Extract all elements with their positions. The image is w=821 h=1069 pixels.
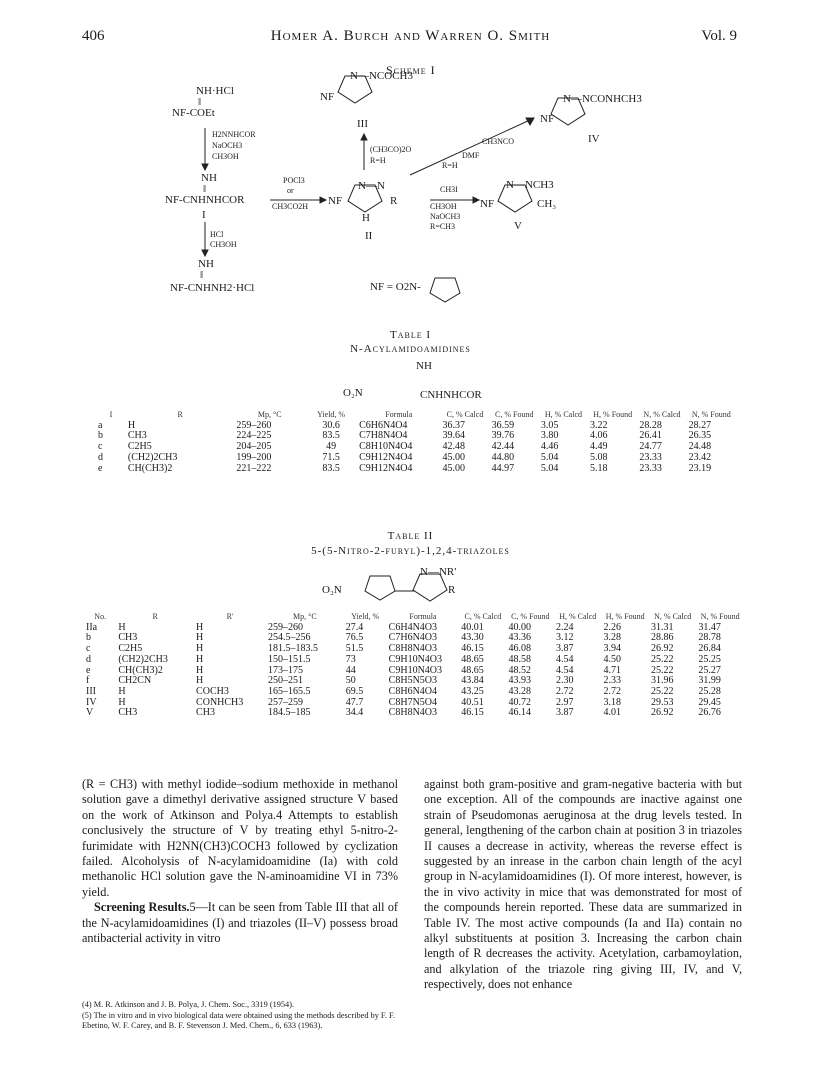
page-number: 406 <box>82 28 105 44</box>
reagent-or: or <box>287 186 294 195</box>
compound-V-sub: N—NCH3 <box>506 179 554 191</box>
scheme-title: Scheme I <box>386 63 436 77</box>
table-row: d (CH2)2CH3 H 150–151.5 73 C9H10N4O3 48.65 48.58 4.54 4.50 25.22 25.25 <box>86 653 721 665</box>
reagent-hcl: HCl <box>210 230 224 239</box>
paragraph-activity: against both gram-positive and gram-negative bacteria with but one exception. All of the compounds are inactive against one strain of Pseudomonas aeruginosa at the drug levels tested. In general, lengthening of the carbon chain at position 3 in triazoles II causes a decrease in activity, whereas the reverse effect is suggested by an inrease in the carbon chain length of the acyl group in N-acylamidoamidines (I). Of more interest, however, is the in vivo activity in mice that was demonstrated for most of the compounds herein reported. These data are summarized in Table IV. The most active compounds (Ia and IIa) contain no alkyl substituents at position 3. Increasing the carbon chain length of R decreases the activity. Acetylation, carbamoylation, and alkylation of the triazole ring giving III, IV, and V, respectively, does not enhance <box>424 777 742 992</box>
compound-III-label: III <box>357 118 368 130</box>
table-row: b CH3 224–225 83.5 C7H8N4O4 39.64 39.76 3.80 4.06 26.41 26.35 <box>98 430 712 442</box>
nf-definition: NF = O2N- <box>370 281 421 293</box>
paragraph-methylation: (R = CH3) with methyl iodide–sodium methoxide in methanol solution gave a dimethyl derivative assigned structure V based on the work of Atkinson and Polya.4 Attempts to establish conclusively the structure of V by treating ethyl 5-nitro-2-furimidate with H2NN(CH3)COCH3 followed by cyclization failed. Alcoholysis of N-acylamidoamidine (Ia) with cold methanolic HCl solution gave the N-aminoamidine VI in 73% yield. <box>82 777 398 899</box>
table-row: IV H CONHCH3 257–259 47.7 C8H7N5O4 40.51 40.72 2.97 3.18 29.53 29.45 <box>86 696 721 708</box>
footnote-4: (4) M. R. Atkinson and J. B. Polya, J. Chem. Soc., 3319 (1954). <box>82 1000 295 1009</box>
scheme-start-bottom: NF-COEt <box>172 107 215 119</box>
compound-II-label: II <box>365 230 373 242</box>
table1-title: Table I <box>389 329 432 341</box>
table-row: c C2H5 H 181.5–183.5 51.5 C8H8N4O3 46.15 46.08 3.87 3.94 26.92 26.84 <box>86 643 721 655</box>
table-row: IIa H H 259–260 27.4 C6H4N4O3 40.01 40.00 2.24 2.26 31.31 31.47 <box>86 621 721 633</box>
reagent-pocl3: POCl3 <box>283 176 305 185</box>
table1-subtitle: N-Acylamidoamidines <box>350 343 471 355</box>
compound-IV-label: IV <box>588 133 600 145</box>
table-row: a H 259–260 30.6 C6H6N4O4 36.37 36.59 3.05 3.22 28.28 28.27 <box>98 419 712 431</box>
reagent-1b: NaOCH3 <box>212 141 243 150</box>
section-heading-screening: Screening Results. <box>94 900 190 915</box>
table-row: V CH3 CH3 184.5–185 34.4 C8H8N4O3 46.15 46.14 3.87 4.01 26.92 26.76 <box>86 707 721 719</box>
table2-subtitle: 5-(5-Nitro-2-furyl)-1,2,4-triazoles <box>311 545 510 557</box>
table-row: e CH(CH3)2 221–222 83.5 C9H12N4O4 45.00 44.97 5.04 5.18 23.33 23.19 <box>98 462 712 474</box>
footnote-5: (5) The in vitro and in vivo biological data were obtained using the methods described by F. F. Ebetino, W. F. Carey, and B. F. Stevenson J. Med. Chem., 6, 633 (1963). <box>82 1010 396 1030</box>
reagent-mnco: CH3NCO <box>482 137 515 146</box>
table-row: f CH2CN H 250–251 50 C8H5N5O3 43.84 43.93 2.30 2.33 31.96 31.99 <box>86 675 721 687</box>
table-row: c C2H5 204–205 49 C8H10N4O4 42.48 42.44 4.46 4.49 24.77 24.48 <box>98 441 712 453</box>
reagent-mei: CH3I <box>440 185 458 194</box>
right-column <box>424 777 742 993</box>
reagent-1a: H2NNHCOR <box>212 130 256 139</box>
compound-V-label: V <box>514 220 522 232</box>
left-column <box>82 777 398 946</box>
running-head-authors: Homer A. Burch and Warren O. Smith <box>270 28 551 44</box>
reagent-1c: CH3OH <box>212 152 239 161</box>
table1 <box>96 410 736 474</box>
reagent-naome: NaOCH3 <box>430 212 461 221</box>
scheme-diagram <box>0 0 821 310</box>
reagent-meoh: CH3OH <box>210 240 237 249</box>
footnotes <box>82 1000 398 1032</box>
table2-header-row: No. R R' Mp, °C Yield, % Formula C, % Calcd C, % Found H, % Calcd H, % Found N, % Calcd N, % Found <box>94 612 740 621</box>
reagent-rh1: R=H <box>370 156 386 165</box>
table-row: e CH(CH3)2 H 173–175 44 C9H10N4O3 48.65 48.52 4.54 4.71 25.22 25.27 <box>86 664 721 676</box>
volume-label: Vol. 9 <box>701 28 737 44</box>
compound-IV-sub: N—NCONHCH3 <box>563 93 642 105</box>
table2-title: Table II <box>387 530 434 542</box>
reagent-dmf: DMF <box>462 151 480 160</box>
compound-I: NF-CNHNHCOR <box>165 194 245 206</box>
table2 <box>84 612 744 719</box>
compound-III-sub: N—NCOCH3 <box>350 70 413 82</box>
paragraph-screening: 5—It can be seen from Table III that all of the N-acylamidoamidines (I) and triazoles (II–V) possess broad antibacterial activity in vitro <box>82 900 398 946</box>
comp1-nh: NH <box>201 172 217 184</box>
reagent-rh2: R=H <box>442 161 458 170</box>
scheme-start-top: NH·HCl <box>196 85 234 97</box>
table-row: b CH3 H 254.5–256 76.5 C7H6N4O3 43.30 43.36 3.12 3.28 28.86 28.78 <box>86 632 721 644</box>
reagent-acoh: CH3CO2H <box>272 202 309 211</box>
reagent-meoh2: CH3OH <box>430 202 457 211</box>
compound-VI: NF-CNHNH2·HCl <box>170 282 255 294</box>
comp-bottom-nh: NH <box>198 258 214 270</box>
table-row: III H COCH3 165–165.5 69.5 C8H6N4O4 43.25 43.28 2.72 2.72 25.22 25.28 <box>86 685 721 697</box>
reagent-ac2o: (CH3CO)2O <box>370 145 412 154</box>
table-row: d (CH2)2CH3 199–200 71.5 C9H12N4O4 45.00 44.80 5.04 5.08 23.33 23.42 <box>98 451 712 463</box>
compound-I-label: I <box>202 209 206 221</box>
table1-header-row: I R Mp, °C Yield, % Formula C, % Calcd C, % Found H, % Calcd H, % Found N, % Calcd N, % Found <box>109 410 731 419</box>
reagent-rme: R=CH3 <box>430 222 455 231</box>
